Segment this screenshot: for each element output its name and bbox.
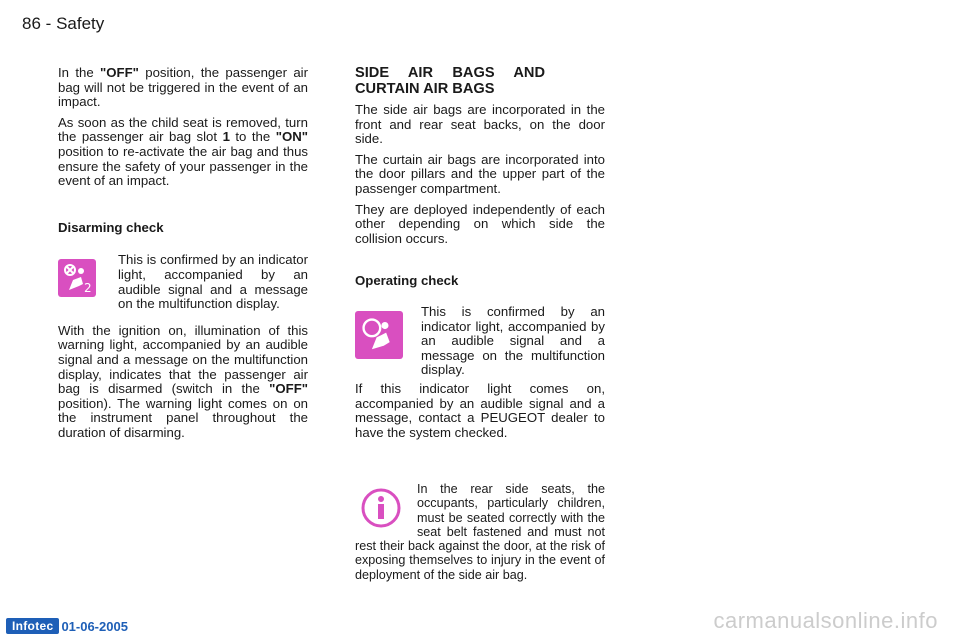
passenger-airbag-off-icon <box>58 259 96 297</box>
brand-logo: Infotec <box>6 618 59 634</box>
page-number: 86 <box>22 14 41 33</box>
left-column <box>58 66 308 446</box>
info-icon <box>359 486 403 530</box>
header-separator: - <box>45 14 52 33</box>
svg-text:2: 2 <box>84 281 92 295</box>
side-airbags-title: SIDE AIR BAGS AND CURTAIN AIR BAGS <box>355 65 545 97</box>
watermark: carmanualsonline.info <box>713 608 938 633</box>
operating-check-heading: Operating check <box>355 273 459 289</box>
footer-left <box>6 618 128 634</box>
right-column <box>355 66 605 582</box>
warning-light-paragraph: With the ignition on, illumination of this warning light, accompanied by an audible signal and a message on the multifunction display, indicates that the passenger air bag is disarmed (switch in the "OFF" position). The warning light comes on on the instrument panel throughout the duration of disarming. <box>58 322 308 440</box>
info-note <box>355 482 605 581</box>
deployment-paragraph: They are deployed independently of each other depending on which side the collision occurs. <box>355 201 605 246</box>
side-airbag-icon <box>355 311 403 359</box>
reactivate-paragraph: As soon as the child seat is removed, turn the passenger air bag slot 1 to the "ON" position to re-activate the air bag and thus ensure the safety of your passenger in the event of an impact. <box>58 114 309 189</box>
footer-date: 01-06-2005 <box>61 618 128 634</box>
operating-check-text: This is confirmed by an indicator light, accompanied by an audible signal and a message on the multifunction display. <box>421 303 605 378</box>
passenger-airbag-off-svg <box>61 262 93 294</box>
disarm-check-block <box>58 253 308 311</box>
disarm-check-text: This is confirmed by an indicator light, accompanied by an audible signal and a message on the multifunction display. <box>118 252 308 312</box>
contact-dealer-paragraph: If this indicator light comes on, accompanied by an audible signal and a message, contact a PEUGEOT dealer to have the system checked. <box>355 380 605 440</box>
curtain-airbags-paragraph: The curtain air bags are incorporated into the door pillars and the upper part of the passenger compartment. <box>355 151 605 196</box>
side-airbags-paragraph: The side air bags are incorporated in the front and rear seat backs, on the door side. <box>355 102 605 147</box>
operating-check-block <box>355 305 605 378</box>
side-airbag-svg <box>360 316 398 354</box>
page-header <box>22 14 104 34</box>
info-note-text: In the rear side seats, the occupants, particularly children, must be seated correctly with the seat belt fastened and must not rest their back against the door, at the risk of exposing themselves to injury in the event of deployment of the side air bag. <box>355 482 605 582</box>
off-position-paragraph: In the "OFF" position, the passenger air bag will not be triggered in the event of an impact. <box>58 65 308 110</box>
info-svg <box>360 487 402 529</box>
section-title: Safety <box>56 14 105 33</box>
disarming-check-heading: Disarming check <box>58 219 164 235</box>
